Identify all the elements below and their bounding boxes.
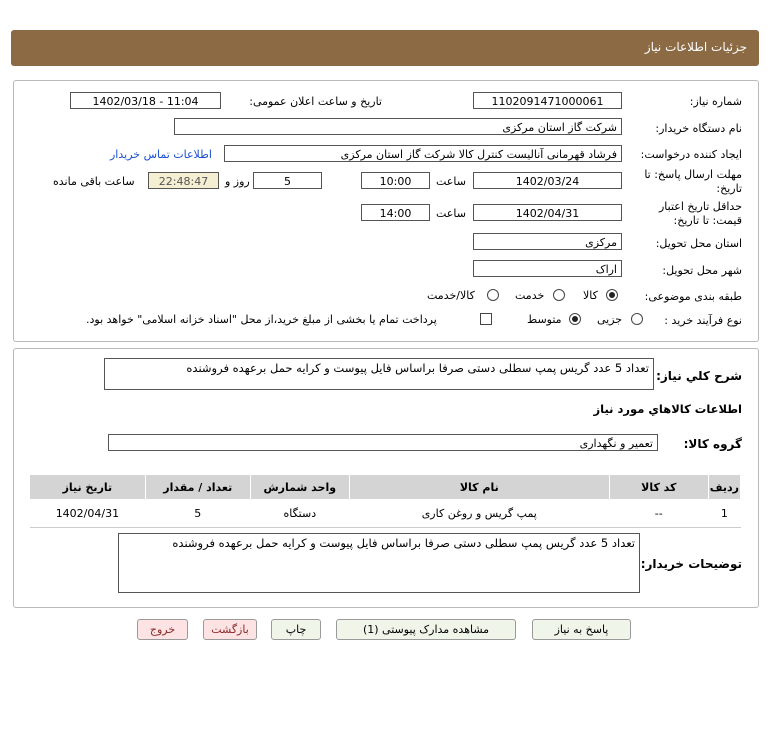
category-goods-service-radio[interactable]: [487, 289, 499, 301]
table-header-row: [30, 475, 741, 500]
table-row: [30, 500, 741, 528]
col-unit-header: واحد شمارش: [250, 475, 349, 500]
validity-time-label: ساعت: [436, 207, 466, 220]
remaining-time-label: ساعت باقی مانده: [53, 175, 135, 188]
deadline-label-line1: مهلت ارسال پاسخ: تا: [644, 168, 742, 181]
province-label: استان محل تحویل:: [655, 237, 742, 250]
deadline-label-line2: تاریخ:: [716, 182, 742, 195]
buyer-field: شرکت گاز استان مرکزی: [174, 118, 622, 135]
page-header: [11, 30, 759, 66]
remaining-time-field: 22:48:47: [148, 172, 219, 189]
validity-time-field: 14:00: [361, 204, 430, 221]
deadline-date-field: 1402/03/24: [473, 172, 622, 189]
process-label: نوع فرآیند خرید :: [664, 314, 742, 327]
back-button[interactable]: بازگشت: [203, 619, 257, 640]
announce-field: 1402/03/18 - 11:04: [70, 92, 221, 109]
cell-qty: 5: [145, 500, 250, 528]
cell-row: 1: [708, 500, 740, 528]
cell-date: 1402/04/31: [30, 500, 146, 528]
summary-label: شرح کلي نياز:: [656, 369, 742, 383]
process-medium-label: متوسط: [527, 313, 562, 326]
print-button[interactable]: چاپ: [271, 619, 321, 640]
process-minor-radio[interactable]: [631, 313, 643, 325]
need-number-field: 1102091471000061: [473, 92, 622, 109]
deadline-time-field: 10:00: [361, 172, 430, 189]
buyer-notes-field: تعداد 5 عدد گریس پمپ سطلی دستی صرفا براساس فایل پیوست و کرایه حمل برعهده فروشنده: [118, 533, 640, 593]
page-title: جزئیات اطلاعات نیاز: [644, 40, 747, 54]
exit-button[interactable]: خروج: [137, 619, 188, 640]
items-table: [29, 474, 741, 528]
category-label: طبقه بندی موضوعی:: [644, 290, 742, 303]
category-goods-radio[interactable]: [606, 289, 618, 301]
creator-label: ایجاد کننده درخواست:: [640, 148, 742, 161]
city-field: اراک: [473, 260, 622, 277]
cell-name: پمپ گریس و روغن کاری: [349, 500, 609, 528]
category-goods-service-label: کالا/خدمت: [427, 289, 475, 302]
need-number-label: شماره نیاز:: [689, 95, 742, 108]
validity-label-line2: قیمت: تا تاریخ:: [673, 214, 742, 227]
deadline-days-label: روز و: [225, 175, 250, 188]
province-field: مرکزی: [473, 233, 622, 250]
validity-date-field: 1402/04/31: [473, 204, 622, 221]
announce-label: تاریخ و ساعت اعلان عمومی:: [249, 95, 382, 108]
goods-group-field: تعمیر و نگهداری: [108, 434, 658, 451]
process-minor-label: جزیی: [597, 313, 623, 326]
buyer-label: نام دستگاه خریدار:: [655, 122, 742, 135]
col-name-header: نام کالا: [349, 475, 609, 500]
validity-label-line1: حداقل تاریخ اعتبار: [658, 200, 742, 213]
treasury-checkbox[interactable]: [480, 313, 492, 325]
deadline-days-field: 5: [253, 172, 322, 189]
deadline-time-label: ساعت: [436, 175, 466, 188]
col-qty-header: تعداد / مقدار: [145, 475, 250, 500]
creator-field: فرشاد قهرمانی آنالیست کنترل کالا شرکت گاز استان مرکزی: [224, 145, 622, 162]
category-service-label: خدمت: [515, 289, 545, 302]
goods-group-label: گروه کالا:: [683, 437, 742, 451]
col-row-header: ردیف: [708, 475, 740, 500]
reply-button[interactable]: پاسخ به نیاز: [532, 619, 631, 640]
category-goods-label: کالا: [583, 289, 598, 302]
cell-unit: دستگاه: [250, 500, 349, 528]
summary-field: تعداد 5 عدد گریس پمپ سطلی دستی صرفا براساس فایل پیوست و کرایه حمل برعهده فروشنده: [104, 358, 654, 390]
buyer-notes-label: توضیحات خریدار:: [640, 557, 742, 571]
cell-code: --: [609, 500, 708, 528]
goods-info-title: اطلاعات کالاهاي مورد نياز: [593, 402, 742, 416]
col-date-header: تاریخ نیاز: [30, 475, 146, 500]
treasury-note: پرداخت تمام یا بخشی از مبلغ خرید،از محل "اسناد خزانه اسلامی" خواهد بود.: [86, 313, 437, 326]
col-code-header: کد کالا: [609, 475, 708, 500]
category-service-radio[interactable]: [553, 289, 565, 301]
process-medium-radio[interactable]: [569, 313, 581, 325]
view-attachments-button[interactable]: مشاهده مدارک پیوستی (1): [336, 619, 516, 640]
buyer-contact-link[interactable]: اطلاعات تماس خریدار: [110, 148, 212, 161]
city-label: شهر محل تحویل:: [662, 264, 742, 277]
